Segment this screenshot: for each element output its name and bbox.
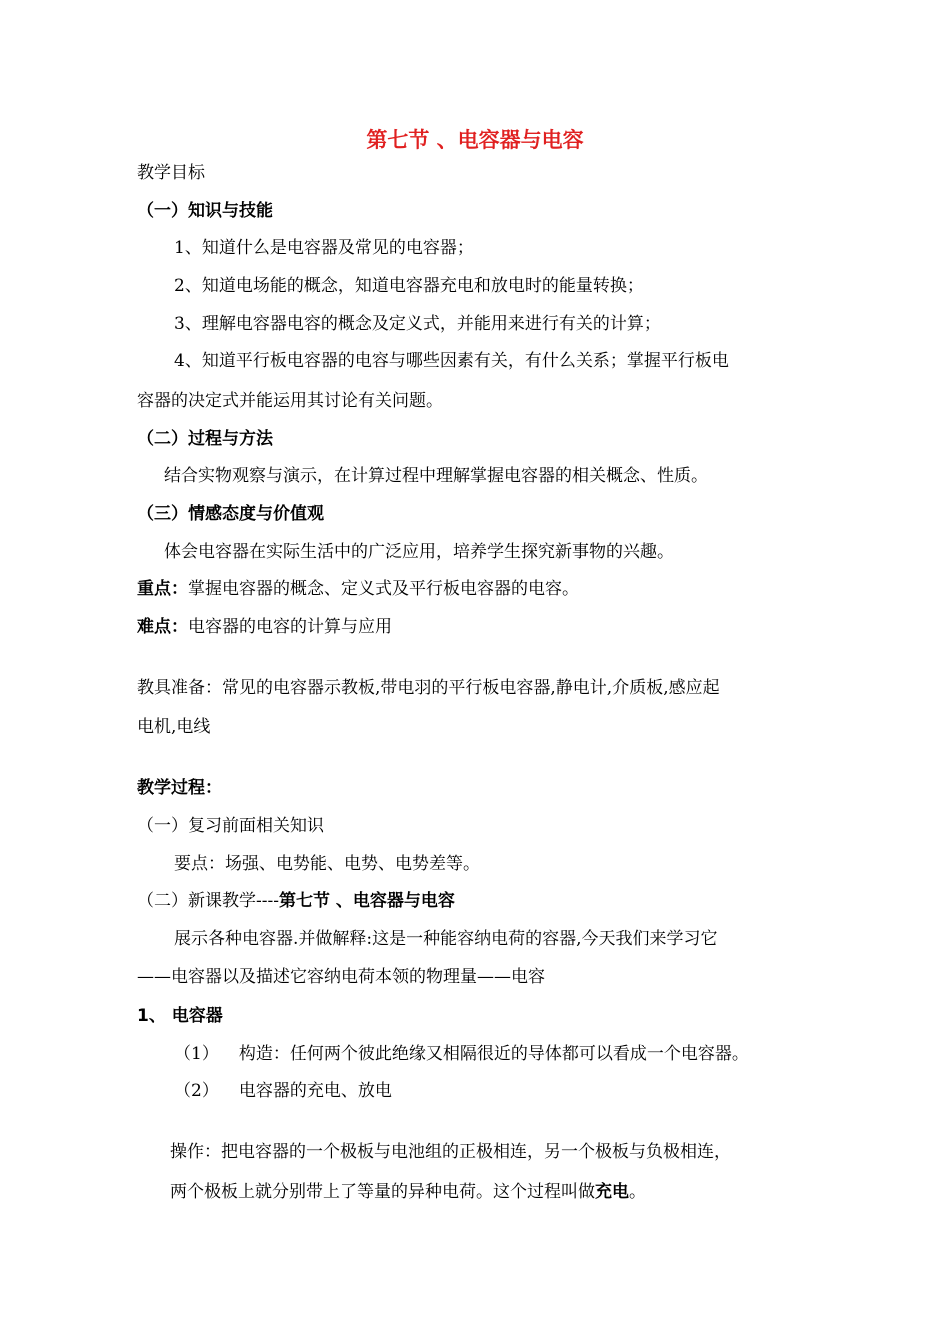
process-text: 结合实物观察与演示，在计算过程中理解掌握电容器的相关概念、性质。 <box>164 466 708 486</box>
emotion-heading: （三）情感态度与价值观 <box>137 504 324 524</box>
objectives-heading: 教学目标 <box>137 163 205 183</box>
tools-line-2: 电机,电线 <box>137 717 211 737</box>
knowledge-item-2: 2、知道电场能的概念，知道电容器充电和放电时的能量转换； <box>174 276 644 296</box>
knowledge-item-4: 4、知道平行板电容器的电容与哪些因素有关，有什么关系；掌握平行板电 <box>174 351 729 371</box>
operation-line-1: 操作：把电容器的一个极板与电池组的正极相连，另一个极板与负极相连， <box>170 1142 731 1162</box>
intro-line-1: 展示各种电容器.并做解释:这是一种能容纳电荷的容器,今天我们来学习它 <box>174 929 718 949</box>
review-heading: （一）复习前面相关知识 <box>137 816 324 836</box>
review-text: 要点：场强、电势能、电势、电势差等。 <box>174 854 480 874</box>
knowledge-item-3: 3、理解电容器电容的概念及定义式，并能用来进行有关的计算； <box>174 314 661 334</box>
process-heading: （二）过程与方法 <box>137 429 273 449</box>
tools-line-1: 教具准备：常见的电容器示教板,带电羽的平行板电容器,静电计,介质板,感应起 <box>137 678 720 698</box>
section-1-item-1 <box>174 1043 749 1065</box>
difficulty <box>137 616 392 638</box>
intro-line-2: ——电容器以及描述它容纳电荷本领的物理量——电容 <box>137 967 545 987</box>
operation-line-2-prefix: 两个极板上就分别带上了等量的异种电荷。这个过程叫做 <box>170 1182 595 1202</box>
page-title: 第七节 、电容器与电容 <box>366 128 584 152</box>
difficulty-label: 难点： <box>137 617 188 637</box>
charging-term: 充电 <box>595 1182 629 1202</box>
difficulty-text: 电容器的电容的计算与应用 <box>188 617 392 637</box>
key-point-text: 掌握电容器的概念、定义式及平行板电容器的电容。 <box>188 579 579 599</box>
key-point-label: 重点： <box>137 579 188 599</box>
key-point <box>137 578 579 600</box>
section-1-item-2 <box>174 1080 392 1102</box>
item-1-number: （1） <box>174 1044 219 1064</box>
new-lesson-heading <box>137 890 455 912</box>
section-1-heading: 1、 电容器 <box>137 1006 223 1026</box>
operation-line-2-suffix: 。 <box>629 1182 646 1202</box>
item-1-text: 构造：任何两个彼此绝缘又相隔很近的导体都可以看成一个电容器。 <box>238 1044 749 1064</box>
item-2-text: 电容器的充电、放电 <box>238 1081 392 1101</box>
emotion-text: 体会电容器在实际生活中的广泛应用，培养学生探究新事物的兴趣。 <box>164 542 674 562</box>
item-2-number: （2） <box>174 1081 219 1101</box>
teaching-process-heading: 教学过程： <box>137 778 222 798</box>
knowledge-heading: （一）知识与技能 <box>137 201 273 221</box>
new-lesson-title: 第七节 、电容器与电容 <box>278 891 455 911</box>
operation-line-2 <box>170 1181 646 1203</box>
knowledge-item-1: 1、知道什么是电容器及常见的电容器； <box>174 238 474 258</box>
new-lesson-prefix: （二）新课教学---- <box>137 891 279 911</box>
knowledge-item-4-cont: 容器的决定式并能运用其讨论有关问题。 <box>137 391 443 411</box>
